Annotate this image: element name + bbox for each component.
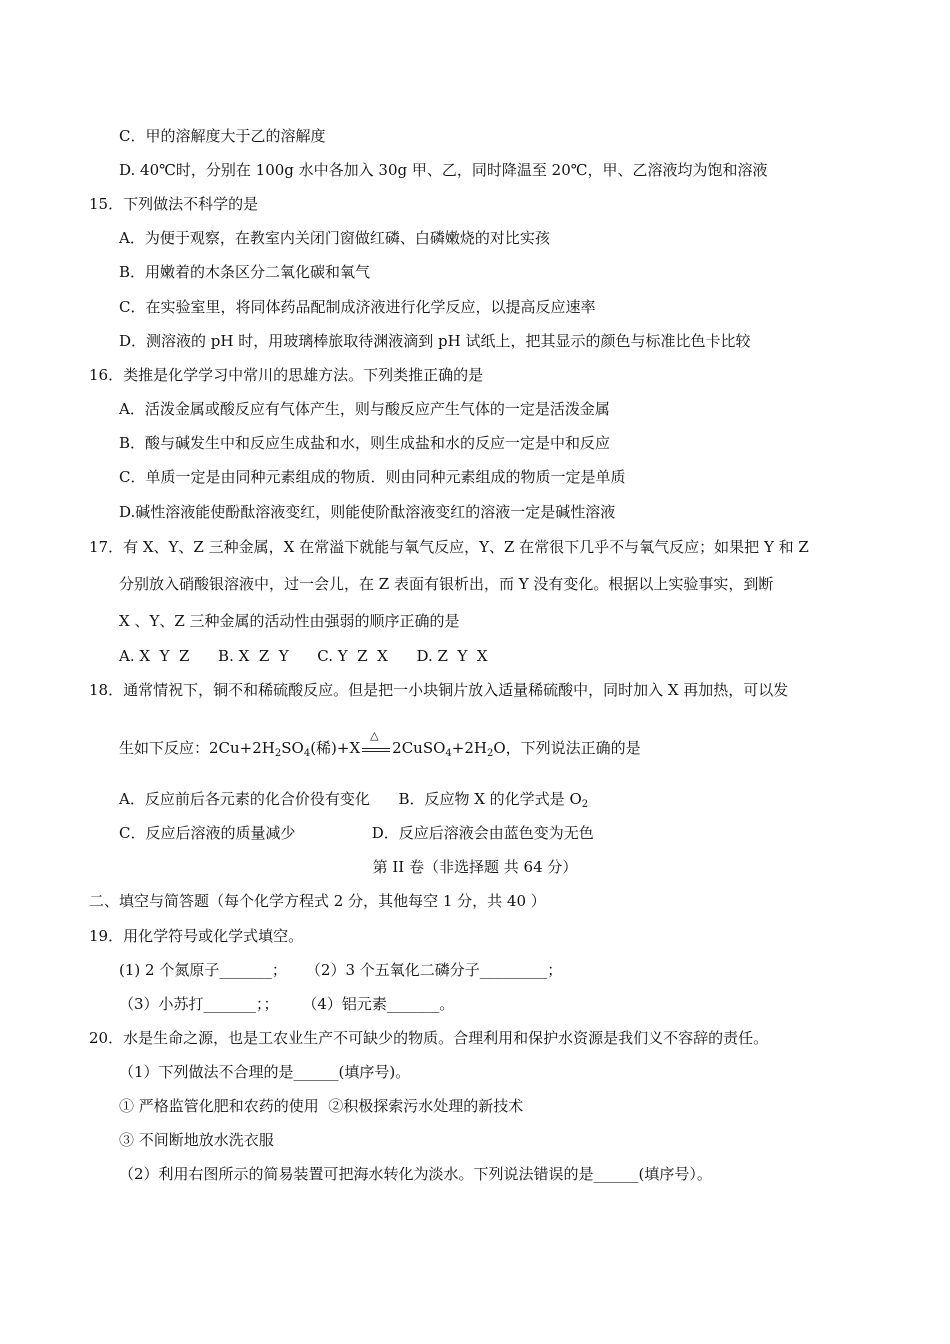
q15-option-b: B．用嫩着的木条区分二氧化碳和氧气 (119, 263, 371, 281)
q15-option-c: C．在实验室里，将同体药品配制成济液进行化学反应，以提高反应速率 (119, 298, 596, 316)
section-heading: 二、填空与简答题（每个化学方程式 2 分，其他每空 1 分，共 40 ） (89, 892, 546, 910)
q19-row2: （3）小苏打_______；； （4）铝元素_______。 (119, 995, 455, 1013)
q16-option-c: C．单质一定是由同种元素组成的物质．则由同种元素组成的物质一定是单质 (119, 468, 626, 486)
eq-prefix: 生如下反应：2Cu+2H (119, 739, 275, 757)
eq-part: 2CuSO (392, 739, 446, 757)
q15-option-a: A．为便于观察，在教室内关闭门窗做红磷、白磷嫩烧的对比实孩 (119, 229, 550, 247)
heating-equals-sign (360, 729, 392, 758)
sub-4: 4 (303, 748, 311, 759)
q18-equation-line (119, 729, 641, 759)
part2-title: 第 II 卷（非选择题 共 64 分） (372, 858, 578, 876)
sub-2: 2 (274, 748, 282, 759)
q18-stem-line1: 18．通常情祝下，铜不和稀硫酸反应。但是把一小块铜片放入适量稀硫酸中，同时加入 X 再加热，可以发 (89, 681, 789, 699)
q18-options-cd: C．反应后溶液的质量减少 D．反应后溶液会由蓝色变为无色 (119, 824, 594, 842)
q20-stem: 20．水是生命之源，也是工农业生产不可缺少的物质。合理利用和保护水资源是我们义不容辞的责任。 (89, 1029, 769, 1047)
q17-options: A. X Y Z B. X Z Y C. Y Z X D. Z Y X (119, 647, 488, 665)
sub-2: 2 (487, 748, 494, 759)
q16-option-d: D.碱性溶液能使酚酞溶液变红，则能使阶酞溶液变红的溶液一定是碱性溶液 (119, 503, 616, 521)
eq-part: (稀)+X (310, 739, 361, 757)
q20-part2: （2）利用右图所示的简易装置可把海水转化为淡水。下列说法错误的是______(填序号）。 (119, 1165, 712, 1183)
q17-stem-line1: 17．有 X、Y、Z 三种金属，X 在常溢下就能与氧气反应，Y、Z 在常很下几乎不与氧气反应；如果把 Y 和 Z (89, 538, 809, 556)
sub-4: 4 (445, 748, 452, 759)
q17-stem-line3: X 、Y、Z 三种金属的活动性由强弱的顺序正确的是 (119, 612, 460, 630)
q16-option-a: A．活泼金属或酸反应有气体产生，则与酸反应产生气体的一定是活泼金属 (119, 400, 610, 418)
q20-part1: （1）下列做法不合理的是______(填序号)。 (119, 1063, 411, 1081)
q15-option-d: D．测溶液的 pH 时，用玻璃棒旅取待渊液滴到 pH 试纸上，把其显示的颜色与标准比色卡比较 (119, 332, 751, 350)
q16-stem: 16．类推是化学学习中常川的思雄方法。下列类推正确的是 (89, 366, 484, 384)
heat-triangle-icon: △ (370, 729, 379, 742)
q14-option-d: D. 40℃时，分别在 100g 水中各加入 30g 甲、乙，同时降温至 20℃，甲、乙溶液均为饱和溶液 (119, 161, 768, 179)
q16-option-b: B．酸与碱发生中和反应生成盐和水，则生成盐和水的反应一定是中和反应 (119, 434, 611, 452)
q20-option-3: ③ 不间断地放水洗衣服 (119, 1131, 274, 1149)
q15-stem: 15．下列做法不科学的是 (89, 195, 259, 213)
q19-row1: (1) 2 个氮原子_______； （2）3 个五氧化二磷分子_________； (119, 961, 563, 979)
q17-stem-line2: 分别放入硝酸银溶液中，过一会儿，在 Z 表面有银析出，而 Y 没有变化。根据以上实验事实，到断 (119, 575, 774, 593)
eq-part: SO (281, 739, 304, 757)
sub-2: 2 (581, 799, 589, 810)
q18-options-ab: A．反应前后各元素的化合价役有变化 B．反应物 X 的化学式是 $O_2$ (119, 790, 589, 810)
q20-options-12: ① 严格监管化肥和农药的使用 ②积极探索污水处理的新技术 (119, 1097, 524, 1115)
q19-stem: 19．用化学符号或化学式填空。 (89, 927, 304, 945)
eq-part: +2H (451, 739, 487, 757)
eq-suffix: O，下列说法正确的是 (493, 739, 641, 757)
q14-option-c: C．甲的溶解度大于乙的溶解度 (119, 127, 326, 145)
